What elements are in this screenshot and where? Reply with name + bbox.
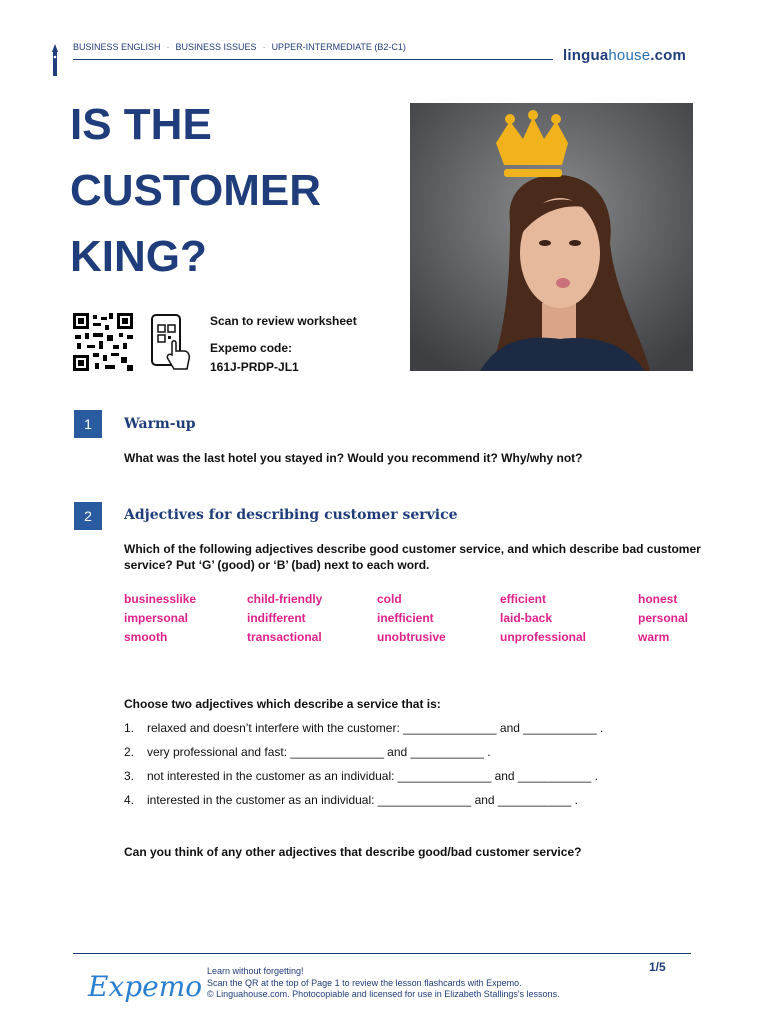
brand-part: house — [608, 47, 651, 64]
expemo-logo-text: Expemo — [88, 970, 203, 1003]
list-item — [124, 721, 603, 735]
instruction-text — [124, 541, 701, 573]
adjective: warm — [638, 630, 670, 644]
brand-part: .com — [650, 47, 687, 64]
header-divider — [73, 59, 553, 60]
footer-divider — [73, 953, 691, 954]
scan-info — [210, 312, 357, 377]
adjective: transactional — [247, 630, 322, 644]
final-question: Can you think of any other adjectives that describe good/bad customer service? — [124, 845, 582, 859]
adjective: indifferent — [247, 611, 306, 625]
footer-text — [207, 966, 560, 1001]
scan-label: Scan to review worksheet — [210, 314, 357, 328]
qr-code-icon[interactable] — [73, 313, 133, 371]
footer-line: Learn without forgetting! — [207, 966, 304, 976]
list-number: 1. — [124, 721, 135, 735]
title-line: CUSTOMER — [70, 166, 321, 215]
brand-part: lingua — [563, 47, 609, 64]
phone-scan-icon — [150, 313, 192, 371]
list-number: 2. — [124, 745, 135, 759]
adjective: unobtrusive — [377, 630, 446, 644]
list-text: very professional and fast: ______________ and ___________ . — [147, 745, 491, 759]
list-item — [124, 793, 578, 807]
adjective: smooth — [124, 630, 168, 644]
list-item — [124, 745, 491, 759]
section-number: 2 — [74, 502, 102, 530]
breadcrumb — [73, 42, 412, 52]
instruction-line: service? Put ‘G’ (good) or ‘B’ (bad) next to each word. — [124, 558, 430, 572]
adjective: honest — [638, 592, 678, 606]
adjective: efficient — [500, 592, 547, 606]
breadcrumb-separator: · — [262, 42, 266, 52]
list-item — [124, 769, 598, 783]
breadcrumb-separator: · — [166, 42, 170, 52]
section-title: Adjectives for describing customer service — [124, 507, 458, 523]
page-number: 1/5 — [649, 960, 666, 974]
instruction-line: Which of the following adjectives describe good customer service, and which describe bad customer — [124, 542, 701, 556]
list-text: not interested in the customer as an individual: ______________ and ___________ . — [147, 769, 599, 783]
list-number: 3. — [124, 769, 135, 783]
expemo-code-label: Expemo code: — [210, 341, 293, 355]
adjective: unprofessional — [500, 630, 587, 644]
list-number: 4. — [124, 793, 135, 807]
breadcrumb-item[interactable]: UPPER-INTERMEDIATE (B2-C1) — [271, 42, 406, 52]
adjective: personal — [638, 611, 689, 625]
adjective: inefficient — [377, 611, 434, 625]
section-number: 1 — [74, 410, 102, 438]
footer-line: Scan the QR at the top of Page 1 to review the lesson flashcards with Expemo. — [207, 977, 522, 988]
choose-prompt: Choose two adjectives which describe a service that is: — [124, 697, 441, 711]
title-line: KING? — [70, 232, 207, 281]
adjective: cold — [377, 592, 402, 606]
title-line: IS THE — [70, 100, 212, 149]
list-text: relaxed and doesn’t interfere with the customer: ______________ and ___________ . — [147, 721, 604, 735]
page-title — [70, 92, 321, 290]
expemo-code: 161J-PRDP-JL1 — [210, 360, 299, 374]
footer-line: © Linguahouse.com. Photocopiable and licensed for use in Elizabeth Stallings's lessons. — [207, 989, 560, 999]
hero-image — [410, 103, 693, 371]
adjective: child-friendly — [247, 592, 323, 606]
list-text: interested in the customer as an individual: ______________ and ___________ . — [147, 793, 578, 807]
adjective: impersonal — [124, 611, 189, 625]
section-title: Warm-up — [124, 416, 196, 432]
brand-logo[interactable] — [563, 47, 686, 64]
adjective: businesslike — [124, 592, 197, 606]
breadcrumb-item[interactable]: BUSINESS ISSUES — [175, 42, 257, 52]
adjective: laid-back — [500, 611, 553, 625]
expemo-logo[interactable] — [88, 966, 203, 1010]
warmup-question: What was the last hotel you stayed in? Would you recommend it? Why/why not? — [124, 451, 583, 465]
breadcrumb-item[interactable]: BUSINESS ENGLISH — [73, 42, 161, 52]
tower-icon — [50, 44, 60, 76]
